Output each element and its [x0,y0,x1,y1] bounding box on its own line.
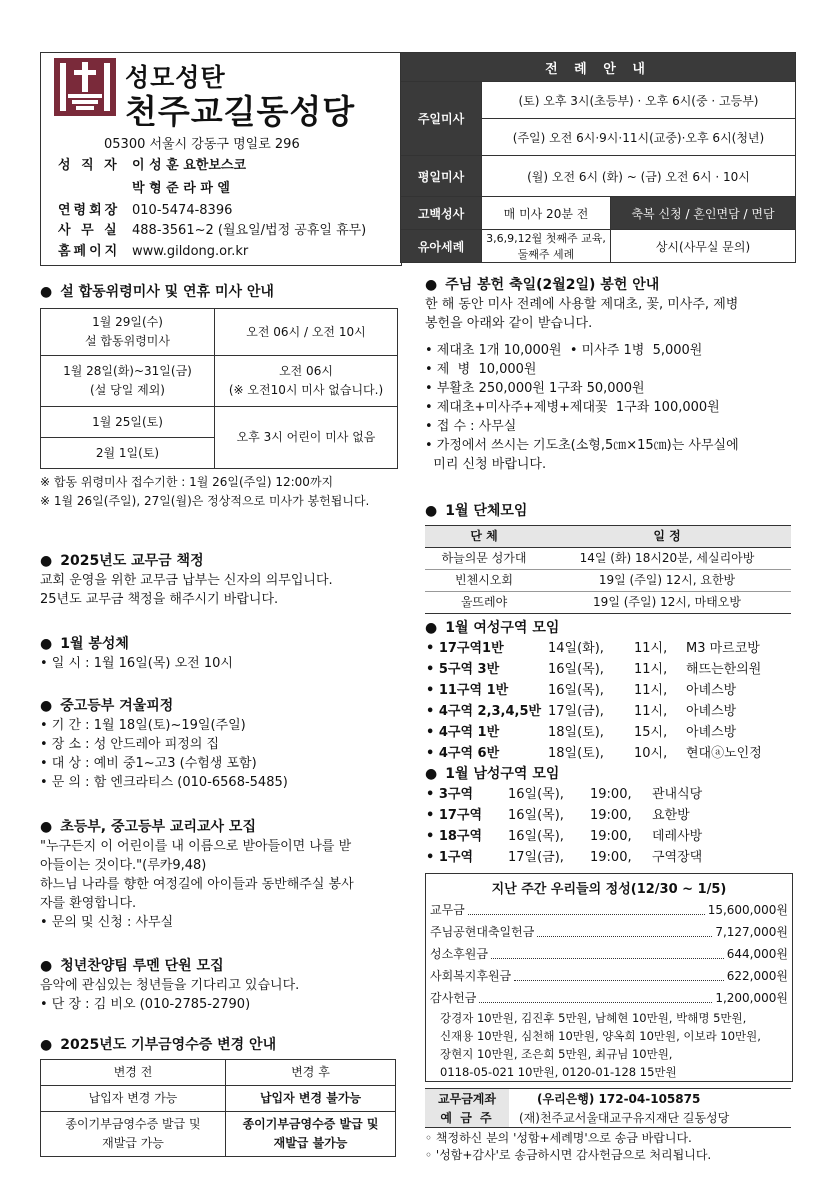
table-cell: 종이기부금영수증 발급 및 재발급 불가능 [226,1112,396,1157]
section-title: ● 1월 단체모임 [425,502,795,521]
table-cell: 1월 28일(화)~31일(금) (설 당일 제외) [41,356,215,407]
text-line: 아들이는 것이다."(루카9,48) [40,858,207,873]
parish-logo-icon [54,58,116,116]
confession-label: 고백성사 [401,197,482,230]
list-item: • 17구역1반 14일(화), 11시, M3 마르코방 [426,641,760,656]
section-title: ● 주님 봉헌 축일(2월2일) 봉헌 안내 [425,276,795,295]
table-cell: 2월 1일(토) [41,438,215,469]
list-item: • 접 수 : 사무실 [425,419,517,434]
account-info [425,1088,791,1164]
table-cell: 오전 06시 (※ 오전10시 미사 없습니다.) [215,356,398,407]
list-item: • 11구역 1반 16일(목), 11시, 아녜스방 [426,683,737,698]
section-new-year-mass [40,283,405,511]
list-item: • 4구역 1반 18일(토), 15시, 아녜스방 [426,725,737,740]
men-district-list [425,784,703,868]
text-line: 자를 환영합니다. [40,896,137,911]
donation-receipt-table [40,1059,396,1157]
section-title: ● 설 합동위령미사 및 연휴 미사 안내 [40,283,405,302]
donor-line: 0118-05-021 10만원, 0120-01-128 15만원 [440,1065,677,1079]
section-men-district [425,765,795,868]
section-offering [425,276,795,474]
section-communion [40,635,405,673]
note: ※ 합동 위령미사 접수기한 : 1월 26일(주일) 12:00까지 [40,475,334,489]
section-women-district [425,619,795,764]
table-header: 단 체 [425,526,543,548]
text-line: 봉헌을 아래와 같이 받습니다. [425,316,593,331]
parish-subtitle: 성모성탄 [125,63,226,92]
list-item: • 3구역 16일(목), 19:00, 관내식당 [426,787,703,802]
section-title: ● 청년찬양팀 루멘 단원 모집 [40,957,405,976]
list-item: • 17구역 16일(목), 19:00, 요한방 [426,808,690,823]
schedule-heading: 전 례 안 내 [401,53,796,82]
section-title: ● 2025년도 교무금 책정 [40,552,405,571]
text-line: 25년도 교무금 책정을 해주시기 바랍니다. [40,592,279,607]
sunday-mass-label: 주일미사 [401,82,482,156]
table-cell: 하늘의문 성가대 [441,551,527,565]
list-item: • 18구역 16일(목), 19:00, 데레사방 [426,829,703,844]
baptism-label: 유아세례 [401,230,482,263]
table-cell: 납입자 변경 불가능 [226,1086,396,1112]
list-item: • 5구역 3반 16일(목), 11시, 해뜨는한의원 [426,662,762,677]
table-header: 일 정 [543,526,791,548]
info-row: 홈페이지 www.gildong.or.kr [58,244,249,259]
section-group-meetings [425,502,795,614]
section-title: ● 1월 봉성체 [40,635,405,654]
offering-row: 감사헌금 1,200,000원 [430,987,788,1009]
baptism-contact: 상시(사무실 문의) [611,230,796,263]
account-note: ◦ 책정하신 분의 '성함+세례명'으로 송금 바랍니다. [425,1131,692,1145]
offering-row: 주님공현대축일헌금 7,127,000원 [430,921,788,943]
table-cell: 납입자 변경 가능 [41,1086,226,1112]
account-number: (우리은행) 172-04-105875 [537,1092,701,1106]
table-cell: 빈첸시오회 [455,573,513,587]
offering-row: 성소후원금 644,000원 [430,943,788,965]
table-cell: 19일 (주일) 12시, 마태오방 [593,595,741,609]
table-header: 변경 전 [41,1060,226,1086]
group-meetings-table [425,525,791,614]
text-line: • 문 의 : 함 엔크라티스 (010-6568-5485) [40,775,288,790]
weekly-offering-box [425,873,793,1082]
text-line: 한 해 동안 미사 전례에 사용할 제대초, 꽃, 미사주, 제병 [425,297,739,312]
table-cell: 울뜨레야 [460,595,508,609]
info-row: 박 형 준 라 파 엘 [132,181,230,196]
blessing-request: 축복 신청 / 혼인면담 / 면담 [611,197,796,230]
offering-row: 교무금 15,600,000원 [430,899,788,921]
list-item: • 제대초+미사주+제병+제대꽃 1구좌 100,000원 [425,400,720,415]
text-line: 하느님 나라를 향한 여정길에 아이들과 동반해주실 봉사 [40,877,354,892]
list-item: 미리 신청 바랍니다. [425,457,547,472]
text-line: • 일 시 : 1월 16일(목) 오전 10시 [40,656,233,671]
section-teacher-recruit [40,818,405,932]
donor-line: 장현지 10만원, 조은희 5만원, 최규님 10만원, [440,1047,673,1061]
text-line: • 장 소 : 성 안드레아 피정의 집 [40,737,220,752]
text-line: • 문의 및 신청 : 사무실 [40,915,174,930]
table-header: 변경 후 [226,1060,396,1086]
list-item: • 제대초 1개 10,000원 • 미사주 1병 5,000원 [425,343,703,358]
text-line: • 단 장 : 김 비오 (010-2785-2790) [40,997,251,1012]
text-line: 교회 운영을 위한 교무금 납부는 신자의 의무입니다. [40,573,333,588]
section-title: ● 1월 여성구역 모임 [425,619,795,638]
section-title: ● 초등부, 중고등부 교리교사 모집 [40,818,405,837]
table-cell: 1월 25일(토) [41,407,215,438]
weekday-mass-1: (월) 오전 6시 (화) ~ (금) 오전 6시 · 10시 [482,156,796,197]
list-item: • 가정에서 쓰시는 기도초(소형,5㎝×15㎝)는 사무실에 [425,438,739,453]
text-line: 음악에 관심있는 청년들을 기다리고 있습니다. [40,978,300,993]
parish-title: 천주교길동성당 [125,92,356,131]
account-label: 교무금계좌 [425,1089,509,1109]
info-row: 사 무 실 488-3561~2 (월요일/법정 공휴일 휴무) [58,223,367,238]
list-item: • 제 병 10,000원 [425,362,537,377]
text-line: • 기 간 : 1월 18일(토)~19일(주일) [40,718,246,733]
section-title: ● 중고등부 겨울피정 [40,697,405,716]
confession-time: 매 미사 20분 전 [482,197,611,230]
list-item: • 부활초 250,000원 1구좌 50,000원 [425,381,645,396]
table-cell: 14일 (화) 18시20분, 세실리아방 [579,551,755,565]
account-holder-label: 예 금 주 [425,1108,509,1128]
section-title: ● 2025년도 기부금영수증 변경 안내 [40,1036,405,1055]
donor-line: 신재용 10만원, 심천해 10만원, 양옥희 10만원, 이보라 10만원, [440,1029,761,1043]
weekday-mass-label: 평일미사 [401,156,482,197]
info-row: 성 직 자 이 성 훈 요한보스코 [58,158,247,173]
table-cell: 종이기부금영수증 발급 및 재발급 가능 [41,1112,226,1157]
account-table [425,1088,791,1128]
table-cell: 19일 (주일) 12시, 요한방 [598,573,736,587]
box-title: 지난 주간 우리들의 정성(12/30 ~ 1/5) [491,882,727,897]
section-donation-receipt [40,1036,405,1157]
info-row: 연령회장 010-5474-8396 [58,203,233,218]
section-title: ● 1월 남성구역 모임 [425,765,795,784]
list-item: • 4구역 2,3,4,5반 17일(금), 11시, 아녜스방 [426,704,737,719]
new-year-mass-table [40,308,398,469]
section-parish-dues [40,552,405,609]
women-district-list [425,638,763,764]
table-cell: 오전 06시 / 오전 10시 [215,309,398,356]
text-line: "누구든지 이 어린이를 내 이름으로 받아들이면 나를 받 [40,839,352,854]
liturgy-schedule-table [400,52,796,263]
account-note: ◦ '성함+감사'로 송금하시면 감사헌금으로 처리됩니다. [425,1148,712,1162]
account-holder: (재)천주교서울대교구유지재단 길동성당 [519,1111,730,1125]
list-item: • 1구역 17일(금), 19:00, 구역장댁 [426,850,703,865]
table-cell: 1월 29일(수) 설 합동위령미사 [41,309,215,356]
section-choir-recruit [40,957,405,1014]
offering-row: 사회복지후원금 622,000원 [430,965,788,987]
table-cell: 오후 3시 어린이 미사 없음 [215,407,398,469]
parish-address: 05300 서울시 강동구 명일로 296 [104,137,300,152]
list-item: • 4구역 6반 18일(토), 10시, 현대ⓐ노인정 [426,746,762,761]
baptism-schedule: 3,6,9,12월 첫째주 교육, 둘째주 세례 [482,230,611,263]
section-youth-retreat [40,697,405,792]
text-line: • 대 상 : 예비 중1~고3 (수험생 포함) [40,756,257,771]
note: ※ 1월 26일(주일), 27일(월)은 정상적으로 미사가 봉헌됩니다. [40,494,370,508]
sunday-mass-1: (토) 오후 3시(초등부) · 오후 6시(중 · 고등부) [482,82,796,119]
sunday-mass-2: (주일) 오전 6시·9시·11시(교중)·오후 6시(청년) [482,119,796,156]
donor-line: 강경자 10만원, 김진후 5만원, 남혜현 10만원, 박해명 5만원, [440,1011,747,1025]
